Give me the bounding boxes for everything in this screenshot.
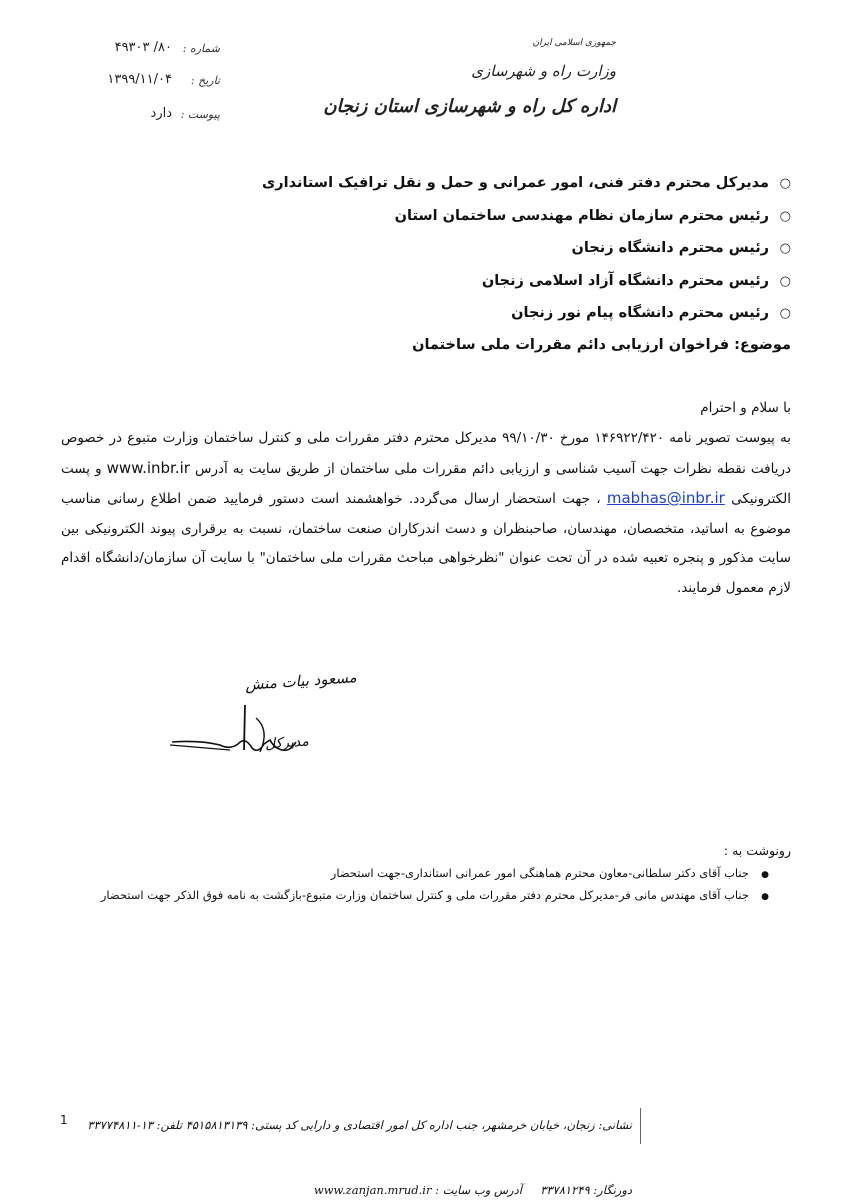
cc-title: رونوشت به : [723,843,791,858]
footer-address: نشانی: زنجان، خیابان خرمشهر، جنب اداره کل امور اقتصادی و دارایی کد پستی: ۴۵۱۵۸۱۳۱۳۹ تلفن: ۱۳-۳۳۷۷۴۸۱۱ [87,1118,632,1132]
website-link[interactable]: www.inbr.ir [106,458,190,477]
bullet-dot-icon: ● [761,870,769,880]
cc-list [69,866,769,910]
letter-body [61,424,791,603]
circle-bullet-icon: ○ [779,306,791,321]
letter-date-label: تاریخ : [190,74,220,87]
body-part-1: به پیوست تصویر نامه ۱۴۶۹۲۲/۴۲۰ مورخ ۹۹/۱۰/۳۰ مدیرکل محترم دفتر مقررات ملی و کنترل ساختمان وزارت متبوع در خصوص دریافت نقطه نظرات جهت آسیب شناسی و ارزیابی دائم مقررات ملی ساختمان از طریق سایت به آدرس [61,430,792,477]
letter-attachment-label: پیوست : [180,108,220,121]
signature-name: مسعود بیات منش [244,668,358,694]
recipient-text: مدیرکل محترم دفتر فنی، امور عمرانی و حمل و نقل ترافیک استانداری [262,175,769,191]
signature-title: مدیرکل [264,733,310,753]
cc-text: جناب آقای مهندس مانی فر-مدیرکل محترم دفتر مقررات ملی و کنترل ساختمان وزارت متبوع-بازگشت به نامه فوق الذکر جهت استحضار [100,888,749,902]
letter-attachment-row [60,108,220,130]
circle-bullet-icon: ○ [779,208,791,224]
header-ministry: وزارت راه و شهرسازی [471,62,616,80]
recipient-text: رئیس محترم دانشگاه آزاد اسلامی زنجان [481,272,769,289]
header-country: جمهوری اسلامی ایران [532,38,616,48]
recipient-item [231,273,791,306]
circle-bullet-icon: ○ [779,273,791,289]
footer-divider [640,1108,641,1144]
body-part-3: ، جهت استحضار ارسال می‌گردد. خواهشمند است دستور فرمایید ضمن اطلاع رسانی مناسب موضوع به اساتید، متخصصان، مهندسان، صاحبنظران و دست اندرکاران صنعت ساختمان، نسبت به برقراری پیوند الکترونیکی بین سایت مذکور و پنجره تعبیه شده در آن تحت عنوان "نظرخواهی مباحث مقررات ملی ساختمان" با سایت آن سازمان/دانشگاه اقدام لازم معمول فرمایند. [61,491,791,596]
letter-date-value: ۱۳۹۹/۱۱/۰۴ [107,72,172,87]
footer-website-label: آدرس وب سایت : [435,1183,522,1197]
body-part-2: و پست الکترونیکی [61,460,791,507]
page-number: 1 [60,1113,68,1127]
circle-bullet-icon: ○ [779,176,791,191]
recipient-text: رئیس محترم دانشگاه زنجان [571,240,769,256]
header-organization: اداره کل راه و شهرسازی استان زنجان [323,96,616,117]
recipients-list [231,175,791,338]
circle-bullet-icon: ○ [779,241,791,256]
footer-website[interactable]: www.zanjan.mrud.ir [313,1183,432,1197]
cc-item [69,888,769,910]
recipient-item [231,208,791,241]
handwritten-signature [160,670,350,780]
cc-item [69,866,769,888]
letter-attachment-value: دارد [150,106,172,121]
recipient-text: رئیس محترم سازمان نظام مهندسی ساختمان استان [394,207,769,224]
greeting: با سلام و احترام [700,400,791,416]
letter-number-row [60,42,220,64]
letter-subject: موضوع: فراخوان ارزیابی دائم مقررات ملی ساختمان [412,337,791,353]
email-link[interactable]: mabhas@inbr.ir [606,489,725,507]
recipient-item [231,175,791,208]
cc-text: جناب آقای دکتر سلطانی-معاون محترم هماهنگی امور عمرانی استانداری-جهت استحضار [330,866,749,880]
recipient-item [231,240,791,273]
footer-fax: دورنگار: ۳۳۷۸۱۲۴۹ [540,1183,632,1197]
letter-number-label: شماره : [182,42,220,55]
letter-number-value: ۸۰/ ۴۹۳۰۳ [114,40,172,55]
letter-date-row [60,74,220,96]
recipient-item [231,305,791,338]
bullet-dot-icon: ● [761,892,769,902]
recipient-text: رئیس محترم دانشگاه پیام نور زنجان [511,305,769,321]
footer-contact [314,1183,632,1197]
